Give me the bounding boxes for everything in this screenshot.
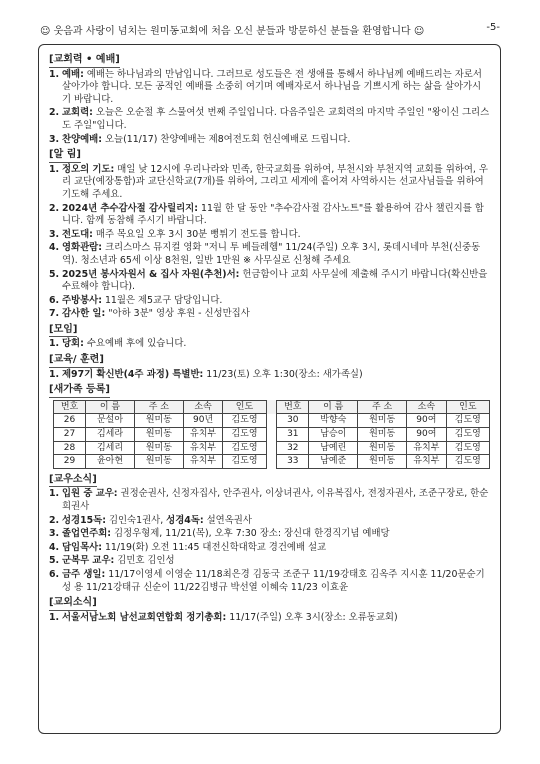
section-title-worship: [교회력 • 예배] [49,54,120,68]
table-cell: 27 [54,428,86,442]
section-title-notices: [알 림] [49,149,81,163]
table-cell: 원미동 [358,428,407,442]
table-cell: 박향숙 [309,414,358,428]
item-key: 당회: [62,338,84,350]
list-item [49,338,490,351]
table-gap [266,400,277,414]
table-cell: 김세라 [86,428,135,442]
table-cell: 90년 [183,414,223,428]
item-number: 1. [49,368,60,380]
list-item [49,369,490,382]
item-number: 1. [49,68,60,80]
item-text: 헌금함이나 교회 사무실에 제출해 주시기 바랍니다(확신반을 수료해야 합니다). [62,268,488,293]
item-key: 금주 생일: [62,568,106,580]
item-key: 성경4독: [166,514,204,526]
item-key: 입원 중 교우: [62,488,118,500]
table-cell: 유치부 [183,455,223,469]
item-key: 서울서남노회 남선교회연합회 정기총회: [62,611,227,623]
list-item [49,229,490,242]
table-cell: 29 [54,455,86,469]
column-header: 번호 [54,400,86,414]
list-item [49,269,490,294]
table-header-row [54,400,490,414]
item-key: 감사한 일: [62,308,106,320]
item-number: 6. [49,294,60,306]
list-item [49,308,490,321]
item-number: 1. [49,611,60,623]
column-header: 이 름 [309,400,358,414]
table-gap [266,414,277,428]
item-text: 김인숙1권사, [105,514,167,526]
list-item [49,488,490,513]
table-row [54,414,490,428]
item-number: 4. [49,541,60,553]
table-gap [266,428,277,442]
table-cell: 31 [277,428,309,442]
column-header: 주 소 [134,400,183,414]
list-item [49,555,490,568]
list-item [49,203,490,228]
item-key: 정오의 기도: [62,163,115,175]
column-header: 인도 [223,400,266,414]
section-title-registration: [새가족 등록] [49,384,110,398]
table-cell: 남예준 [309,455,358,469]
list-item [49,242,490,267]
item-text: 예배는 하나님과의 만남입니다. 그러므로 성도들은 전 생애를 통해서 하나님께 예배드리는 자로서 살아가야 합니다. 모든 공적인 예배를 소중히 여기며 예배자로서 하나님을 기쁘시게 하는 삶을 살아가시기 바랍니다. [62,68,482,105]
table-cell: 김도영 [223,428,266,442]
table-cell: 28 [54,441,86,455]
table-cell: 30 [277,414,309,428]
table-cell: 유치부 [407,455,447,469]
item-text: 수요예배 후에 있습니다. [83,338,187,350]
table-cell: 김세리 [86,441,135,455]
item-number: 1. [49,488,60,500]
column-header: 주 소 [358,400,407,414]
item-number: 2. [49,107,60,119]
item-key: 예배: [62,68,84,80]
registration-table [53,400,490,469]
item-key: 찬양예배: [62,133,102,145]
table-row [54,428,490,442]
item-number: 1. [49,163,60,175]
table-cell: 김도영 [446,414,489,428]
item-text: 오늘(11/17) 찬양예배는 제8여전도회 헌신예배로 드립니다. [101,133,351,145]
item-number: 2. [49,514,60,526]
item-key: 군복무 교우: [62,555,115,567]
item-text: 11/19(화) 오전 11:45 대전신학대학교 경건예배 설교 [101,541,327,553]
content-frame [38,44,501,734]
table-cell: 유치부 [183,428,223,442]
table-cell: 원미동 [358,441,407,455]
table-cell: 원미동 [134,414,183,428]
item-key: 제97기 확신반(4주 과정) 특별반: [62,368,204,380]
list-item [49,134,490,147]
item-text: 매일 낮 12시에 우리나라와 민족, 한국교회를 위하여, 부천시와 부천지역 교회를 위하여, 우리 교단(예장통합)과 교단신학교(7개)를 위하여, 그리고 세계에 흩어져 사역하시는 선교사님들을 위하여 기도해 주세요. [62,163,488,200]
list-item [49,295,490,308]
list-item [49,515,490,528]
table-cell: 윤아현 [86,455,135,469]
table-cell: 남예린 [309,441,358,455]
column-header: 번호 [277,400,309,414]
list-item [49,542,490,555]
item-number: 5. [49,555,60,567]
table-gap [266,441,277,455]
table-row [54,441,490,455]
table-cell: 유치부 [183,441,223,455]
table-cell: 남승이 [309,428,358,442]
item-number: 3. [49,528,60,540]
welcome-text: ☺ 웃음과 사랑이 넘치는 원미동교회에 처음 오신 분들과 방문하신 분들을 환영합니다 ☺ [40,26,425,37]
item-key: 교회력: [62,107,93,119]
column-header: 소속 [407,400,447,414]
section-title-members: [교우소식] [49,474,97,488]
list-item [49,69,490,107]
table-cell: 원미동 [358,414,407,428]
item-text: 김민호 김인성 [114,555,175,567]
table-row [54,455,490,469]
table-cell: 26 [54,414,86,428]
item-text: 오늘은 오순절 후 스물여섯 번째 주일입니다. 다음주일은 교회력의 마지막 주일인 "왕이신 그리스도 주일"입니다. [62,107,490,131]
table-cell: 원미동 [134,428,183,442]
section-title-education: [교육/ 훈련] [49,354,104,368]
item-text: 11/17(주일) 오후 3시(장소: 오류동교회) [226,611,398,623]
item-text: 매주 목요일 오후 3시 30분 뻥튀기 전도를 합니다. [92,228,301,240]
item-number: 7. [49,308,60,320]
list-item [49,164,490,202]
table-cell: 33 [277,455,309,469]
section-title-outside: [교외소식] [49,597,97,611]
table-cell: 김도영 [223,414,266,428]
table-cell: 90여 [407,414,447,428]
item-key: 전도대: [62,228,93,240]
table-cell: 32 [277,441,309,455]
table-cell: 원미동 [134,455,183,469]
item-number: 3. [49,228,60,240]
table-cell: 김도영 [446,455,489,469]
table-cell: 원미동 [358,455,407,469]
item-key: 담임목사: [62,541,102,553]
item-text: 11월 한 달 동안 "추수감사절 감사노트"를 활용하여 감사 챌린지를 합니다. 함께 동참해 주시기 바랍니다. [62,202,484,227]
column-header: 소속 [183,400,223,414]
column-header: 인도 [446,400,489,414]
item-number: 5. [49,268,60,280]
item-number: 2. [49,202,60,214]
item-number: 4. [49,242,60,254]
table-cell: 김도영 [446,428,489,442]
list-item [49,528,490,541]
item-key: 졸업연주회: [62,528,112,540]
item-text: 설연옥권사 [203,514,252,526]
column-header: 이 름 [86,400,135,414]
list-item [49,107,490,132]
table-cell: 김도영 [446,441,489,455]
item-number: 3. [49,133,60,145]
item-key: 주방봉사: [62,294,102,306]
table-cell: 원미동 [134,441,183,455]
item-text: 크리스마스 뮤지컬 영화 "저니 투 베들레헴" 11/24(주일) 오후 3시, 롯데시네마 부천(신중동역). 청소년과 65세 이상 8천원, 일반 1만원 ※ 사무실로 신청해 주세요 [62,242,481,266]
item-text: 11/17이영세 이영순 11/18최은경 김동국 조준구 11/19강태호 김옥주 지시훈 11/20문순기 성 용 11/21강태규 신순이 11/22김병규 박선열 이혜숙 11/23 이효윤 [62,568,485,593]
table-cell: 유치부 [407,441,447,455]
table-cell: 문설아 [86,414,135,428]
item-number: 1. [49,338,60,350]
item-text: 권정순권사, 신정자집사, 안주권사, 이상녀권사, 이유복집사, 전정자권사, 조준구장로, 한순희권사 [62,488,489,512]
item-text: "아하 3분" 영상 후원 - 신성만집사 [105,308,250,320]
table-cell: 김도영 [223,441,266,455]
item-text: 11월은 제5교구 담당입니다. [101,294,223,306]
table-gap [266,455,277,469]
list-item [49,569,490,594]
item-key: 2024년 추수감사절 감사릴리지: [62,202,198,214]
table-cell: 김도영 [223,455,266,469]
item-text: 11/23(토) 오후 1:30(장소: 새가족실) [203,368,363,380]
item-key: 2025년 봉사자원서 & 집사 자원(추천)서: [62,268,240,280]
item-key: 성경15독: [62,514,106,526]
page-header [40,22,500,37]
table-cell: 90여 [407,428,447,442]
item-text: 김정우형제, 11/21(목), 오후 7:30 장소: 장신대 한경직기념 예배당 [111,528,390,540]
list-item [49,612,490,625]
item-number: 6. [49,568,60,580]
section-title-meeting: [모임] [49,324,77,338]
page-number: -5- [486,22,500,33]
item-key: 영화관람: [62,242,102,254]
